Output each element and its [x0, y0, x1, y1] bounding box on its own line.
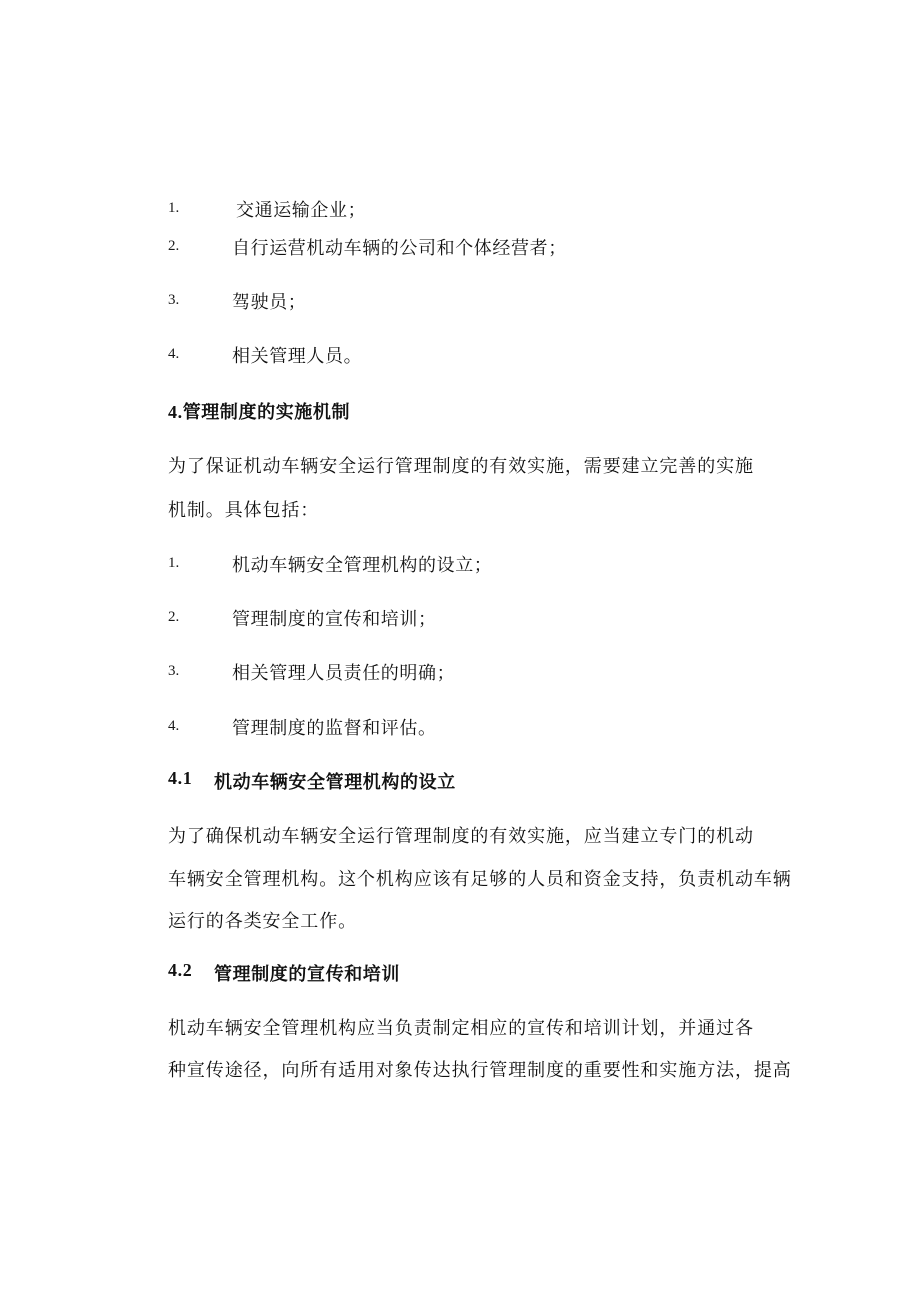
list-item-number: 4.: [168, 346, 180, 362]
paragraph-line: 车辆安全管理机构。这个机构应该有足够的人员和资金支持，负责机动车辆: [168, 869, 792, 890]
paragraph-line: 为了确保机动车辆安全运行管理制度的有效实施，应当建立专门的机动: [168, 826, 754, 847]
list-item-number: 2.: [168, 609, 180, 625]
heading-text: 管理制度的实施机制: [182, 402, 351, 423]
list-item-number: 2.: [168, 238, 180, 254]
section-heading-4-1-text: 机动车辆安全管理机构的设立: [214, 772, 456, 793]
list-item-number: 1.: [168, 200, 180, 216]
list-item-text: 机动车辆安全管理机构的设立；: [232, 555, 493, 576]
list-item-number: 3.: [168, 292, 180, 308]
list-item-text: 驾驶员；: [232, 292, 307, 313]
paragraph-line: 种宣传途径，向所有适用对象传达执行管理制度的重要性和实施方法，提高: [168, 1060, 792, 1081]
section-heading-4-2-text: 管理制度的宣传和培训: [214, 964, 400, 985]
list-item-text: 管理制度的宣传和培训；: [232, 609, 437, 630]
paragraph-line: 运行的各类安全工作。: [168, 911, 357, 932]
list-item-number: 3.: [168, 663, 180, 679]
list-item-text: 相关管理人员。: [232, 346, 363, 367]
list-item-text: 交通运输企业；: [236, 200, 367, 221]
section-heading-4-1-number: 4.1: [168, 768, 193, 788]
list-item-number: 4.: [168, 718, 180, 734]
list-item-text: 自行运营机动车辆的公司和个体经营者；: [232, 238, 567, 259]
section-heading-4-2-number: 4.2: [168, 960, 193, 980]
paragraph-line: 机动车辆安全管理机构应当负责制定相应的宣传和培训计划，并通过各: [168, 1018, 754, 1039]
list-item-text: 相关管理人员责任的明确；: [232, 663, 456, 684]
list-item-number: 1.: [168, 555, 180, 571]
section-heading-4: [168, 398, 350, 424]
heading-number: 4.: [168, 402, 183, 422]
paragraph-line: 为了保证机动车辆安全运行管理制度的有效实施，需要建立完善的实施: [168, 456, 754, 477]
list-item-text: 管理制度的监督和评估。: [232, 718, 437, 739]
paragraph-line: 机制。具体包括：: [168, 500, 320, 521]
